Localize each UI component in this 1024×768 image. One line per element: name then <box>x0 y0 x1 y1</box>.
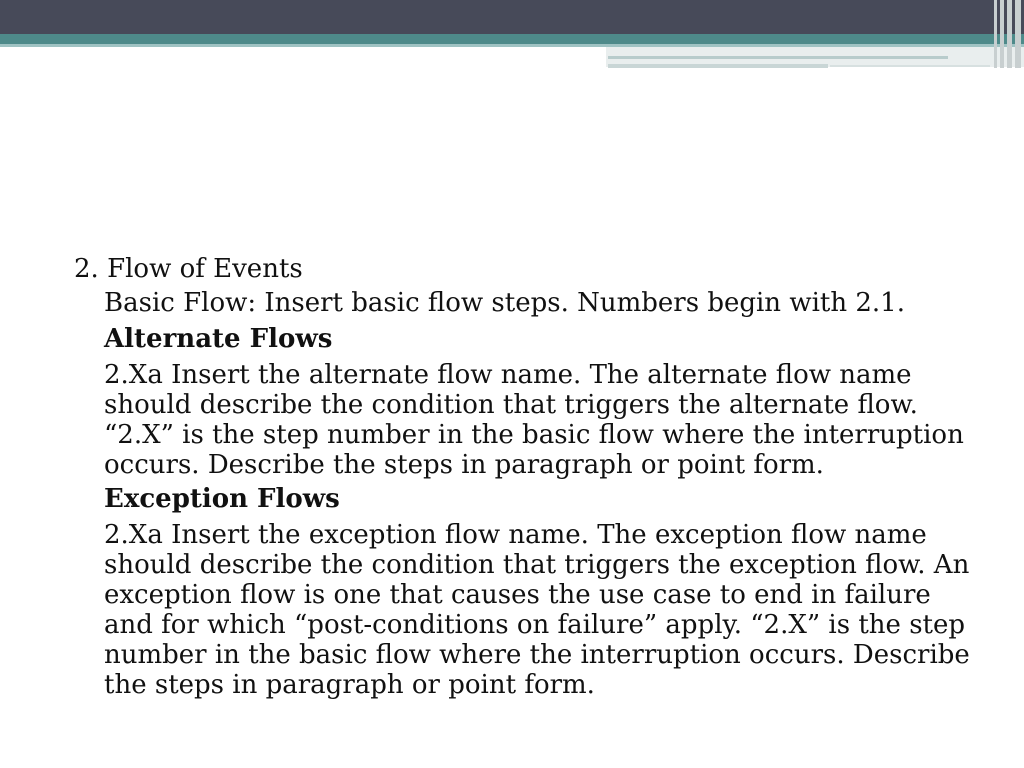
header-band-dark <box>0 0 1024 34</box>
header-accent-line <box>830 65 990 67</box>
header-vertical-stripe <box>1000 0 1004 68</box>
slide-body <box>74 252 984 700</box>
header-accent-line <box>608 64 828 68</box>
header-vertical-stripe <box>1007 0 1012 68</box>
basic-flow-text: Basic Flow: Insert basic flow steps. Numbers begin with 2.1. <box>104 288 905 318</box>
header-accent-line <box>608 56 948 59</box>
header-vertical-stripe <box>1015 0 1021 68</box>
header-band-teal <box>0 34 1024 44</box>
alternate-flows-text: 2.Xa Insert the alternate flow name. The alternate flow name should describe the condition that triggers the alternate flow. “2.X” is the step number in the basic flow where the interruption occurs. Describe the steps in paragraph or point form. <box>104 360 964 480</box>
section-heading: 2. Flow of Events <box>74 254 303 284</box>
header-vertical-stripe <box>994 0 997 68</box>
exception-flows-text: 2.Xa Insert the exception flow name. The exception flow name should describe the condition that triggers the exception flow. An exception flow is one that causes the use case to end in failure and for which “post-conditions on failure” apply. “2.X” is the step number in the basic flow where the interruption occurs. Describe the steps in paragraph or point form. <box>104 520 970 700</box>
alternate-flows-title: Alternate Flows <box>104 324 333 354</box>
exception-flows-title: Exception Flows <box>104 484 340 514</box>
